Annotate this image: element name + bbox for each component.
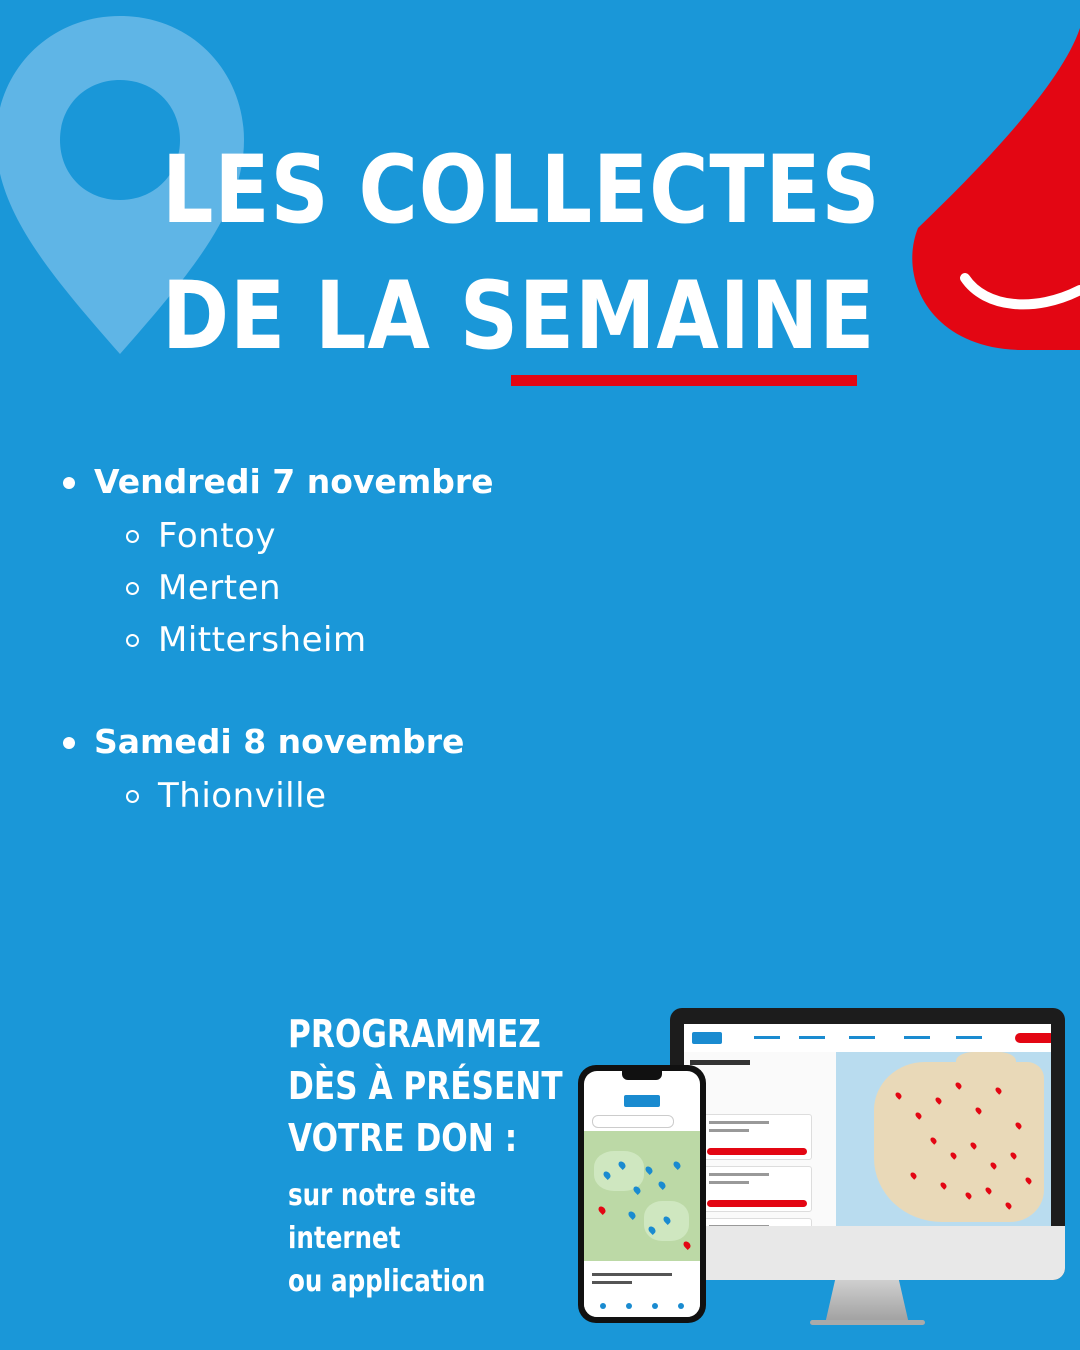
site-header xyxy=(684,1024,1051,1053)
map-marker xyxy=(597,1205,607,1215)
site-france-map xyxy=(836,1052,1051,1226)
panel-text xyxy=(592,1281,632,1284)
app-map xyxy=(584,1131,700,1261)
app-logo xyxy=(624,1095,660,1107)
site-cta-button xyxy=(1015,1033,1051,1043)
cta-subline: sur notre site xyxy=(288,1178,476,1213)
town-list xyxy=(60,510,493,666)
card-text xyxy=(709,1121,769,1124)
map-marker xyxy=(672,1160,682,1170)
card-text xyxy=(709,1173,769,1176)
call-to-action xyxy=(288,1008,563,1303)
app-header xyxy=(584,1081,700,1111)
phone-mockup xyxy=(578,1065,706,1323)
app-bottom-panel xyxy=(584,1261,700,1317)
map-marker xyxy=(632,1185,642,1195)
site-location-card xyxy=(702,1218,812,1226)
town-item: Thionville xyxy=(60,770,493,822)
day-item xyxy=(60,458,493,666)
cta-line: VOTRE DON : xyxy=(288,1116,518,1160)
app-search-bar xyxy=(592,1115,674,1128)
site-nav-item xyxy=(904,1036,930,1039)
panel-text xyxy=(592,1273,672,1276)
day-heading: Samedi 8 novembre xyxy=(60,718,493,766)
card-text xyxy=(709,1129,749,1132)
monitor-foot xyxy=(810,1320,925,1325)
cta-line: PROGRAMMEZ xyxy=(288,1012,541,1056)
app-screenshot xyxy=(584,1071,700,1317)
town-item: Merten xyxy=(60,562,493,614)
website-screenshot xyxy=(684,1024,1051,1226)
map-marker xyxy=(644,1165,654,1175)
site-location-card xyxy=(702,1114,812,1160)
map-area xyxy=(594,1151,644,1191)
card-text xyxy=(709,1181,749,1184)
town-item: Fontoy xyxy=(60,510,493,562)
app-tab-icon xyxy=(652,1303,658,1309)
site-list-heading xyxy=(690,1060,750,1065)
site-location-list xyxy=(684,1052,836,1226)
site-location-card xyxy=(702,1166,812,1212)
site-nav-item xyxy=(799,1036,825,1039)
title-underline xyxy=(511,375,857,386)
card-text xyxy=(709,1225,769,1226)
monitor-chin xyxy=(670,1226,1065,1280)
phone-notch xyxy=(622,1071,662,1080)
site-nav-item xyxy=(754,1036,780,1039)
site-nav-item xyxy=(956,1036,982,1039)
app-tab-icon xyxy=(626,1303,632,1309)
map-marker xyxy=(627,1210,637,1220)
site-nav-item xyxy=(849,1036,875,1039)
collection-schedule xyxy=(60,458,493,874)
title-line-1: LES COLLECTES xyxy=(162,136,881,245)
day-item xyxy=(60,718,493,822)
desktop-monitor-mockup xyxy=(670,1008,1065,1324)
title-line-2: DE LA SEMAINE xyxy=(162,262,876,371)
town-item: Mittersheim xyxy=(60,614,493,666)
map-marker xyxy=(657,1180,667,1190)
cta-subline: ou application xyxy=(288,1264,486,1299)
map-marker xyxy=(682,1240,692,1250)
app-tab-icon xyxy=(600,1303,606,1309)
day-heading: Vendredi 7 novembre xyxy=(60,458,493,506)
page-title xyxy=(162,128,881,380)
cta-line: DÈS À PRÉSENT xyxy=(288,1064,563,1108)
card-button xyxy=(707,1200,807,1207)
blood-drop-icon xyxy=(910,28,1080,353)
map-land xyxy=(956,1052,1016,1082)
cta-subline: internet xyxy=(288,1221,401,1256)
monitor-stand xyxy=(825,1280,909,1324)
app-tab-icon xyxy=(678,1303,684,1309)
site-logo xyxy=(692,1032,722,1044)
town-list xyxy=(60,770,493,822)
card-button xyxy=(707,1148,807,1155)
